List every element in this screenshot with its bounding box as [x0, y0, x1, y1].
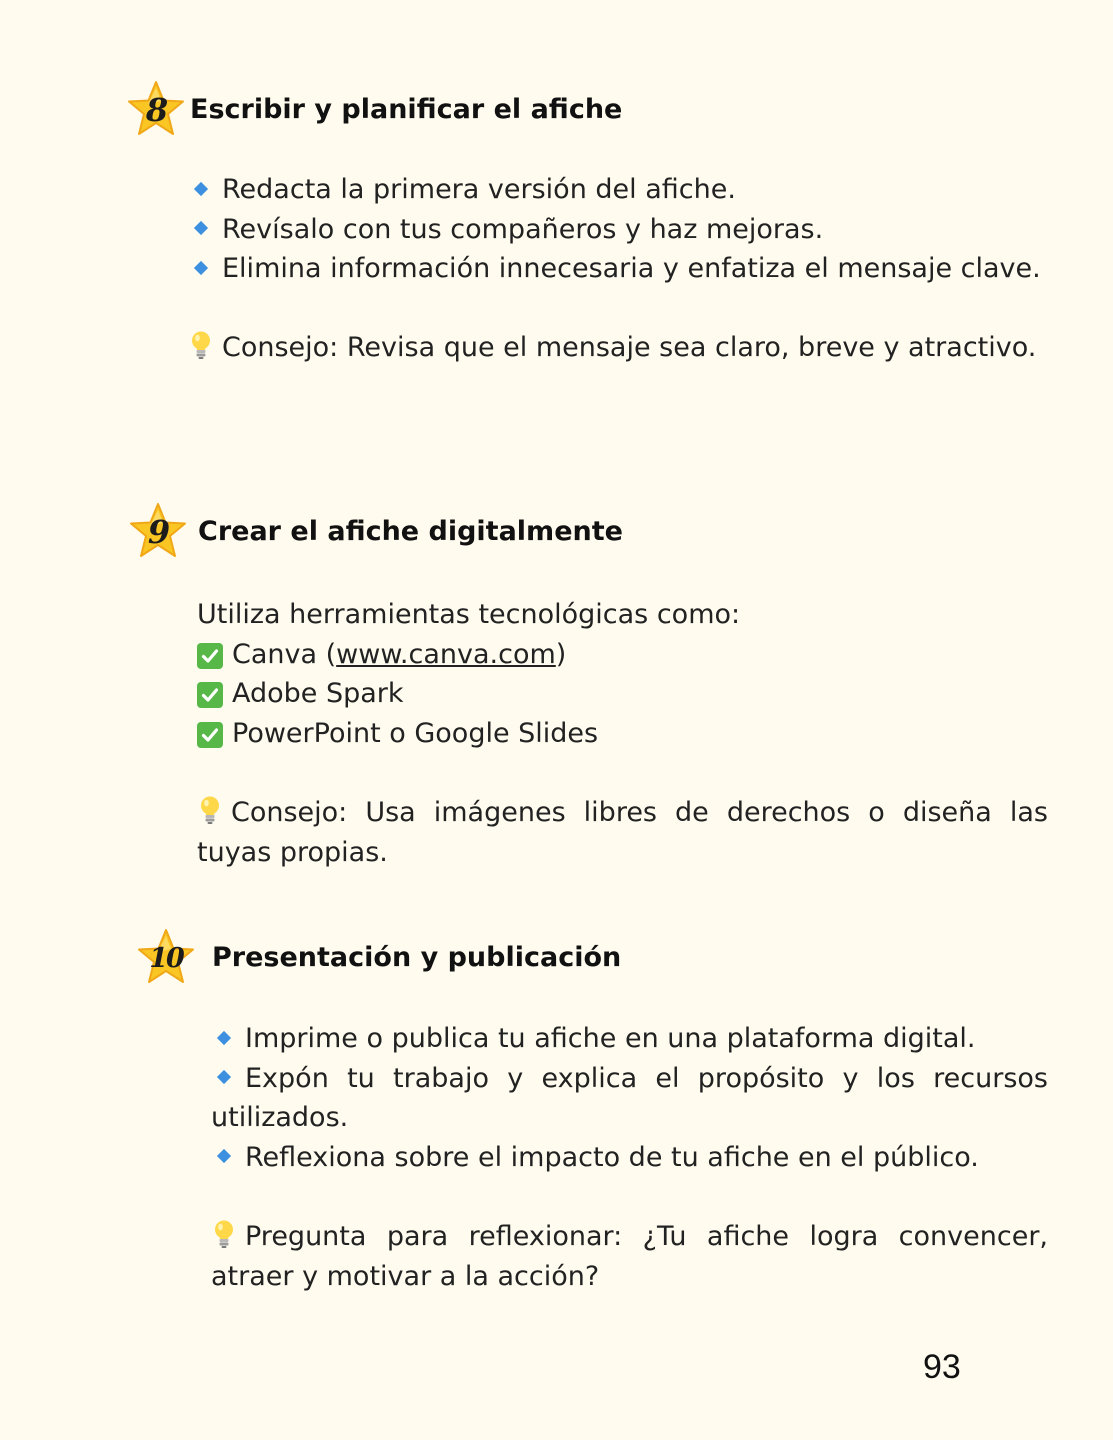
bullet-text: Redacta la primera versión del afiche.	[222, 174, 736, 205]
bullet-text: Revísalo con tus compañeros y haz mejoras.	[222, 213, 824, 245]
tool-name: Adobe Spark	[232, 678, 404, 710]
tip	[197, 793, 1048, 872]
question-text: Pregunta para reflexionar: ¿Tu afiche logra convencer, atraer y motivar a la acción?	[211, 1220, 1048, 1292]
bullet-item	[188, 249, 1048, 289]
tip-text: Consejo: Revisa que el mensaje sea claro, breve y atractivo.	[222, 332, 1037, 364]
tip	[188, 328, 1048, 368]
tool-item-adobe	[197, 674, 1048, 714]
check-mark-icon	[197, 643, 223, 669]
bullet-text: Reflexiona sobre el impacto de tu afiche en el público.	[245, 1141, 979, 1173]
check-mark-icon	[197, 682, 223, 708]
section-8-number: 8	[145, 91, 167, 129]
tool-item-canva	[197, 635, 1048, 675]
star-icon	[128, 502, 188, 560]
tool-paren: )	[555, 638, 567, 670]
section-8-body	[188, 170, 1048, 368]
page-number: 93	[923, 1348, 961, 1386]
bullet-text: Imprime o publica tu afiche en una plataforma digital.	[245, 1023, 976, 1054]
section-10-number: 10	[149, 942, 183, 974]
tip-text: Consejo: Usa imágenes libres de derechos o diseña las tuyas propias.	[197, 796, 1048, 868]
section-9-heading	[128, 502, 623, 560]
blue-diamond-icon	[217, 1030, 231, 1044]
section-9-number: 9	[147, 513, 169, 551]
section-10-heading	[136, 928, 621, 986]
bullet-item	[211, 1138, 1048, 1178]
bullet-item	[188, 170, 1048, 210]
lightbulb-icon	[197, 795, 223, 825]
star-icon	[136, 928, 196, 986]
section-10-title: Presentación y publicación	[212, 941, 622, 973]
star-icon	[126, 80, 186, 138]
tool-name: Canva (	[232, 638, 337, 670]
blue-diamond-icon	[217, 1070, 231, 1084]
lightbulb-icon	[188, 330, 214, 360]
bullet-item	[211, 1019, 1048, 1059]
section-9-title: Crear el afiche digitalmente	[198, 515, 623, 547]
section-8-heading	[126, 80, 622, 138]
blue-diamond-icon	[194, 181, 208, 195]
section-10-body	[211, 1019, 1048, 1296]
blue-diamond-icon	[217, 1149, 231, 1163]
tool-name: PowerPoint o Google Slides	[232, 717, 599, 749]
tool-item-powerpoint	[197, 714, 1048, 754]
canva-link[interactable]: www.canva.com	[336, 638, 556, 670]
section-9-body	[197, 595, 1048, 872]
bullet-text: Elimina información innecesaria y enfatiza el mensaje clave.	[222, 253, 1041, 285]
bullet-item	[188, 210, 1048, 250]
lightbulb-icon	[211, 1219, 237, 1249]
section-8-title: Escribir y planificar el afiche	[190, 93, 623, 125]
tools-intro: Utiliza herramientas tecnológicas como:	[197, 599, 741, 630]
bullet-item	[211, 1059, 1048, 1138]
bullet-text: Expón tu trabajo y explica el propósito y los recursos utilizados.	[211, 1062, 1048, 1134]
check-mark-icon	[197, 722, 223, 748]
blue-diamond-icon	[194, 221, 208, 235]
blue-diamond-icon	[194, 261, 208, 275]
reflection-question	[211, 1217, 1048, 1296]
